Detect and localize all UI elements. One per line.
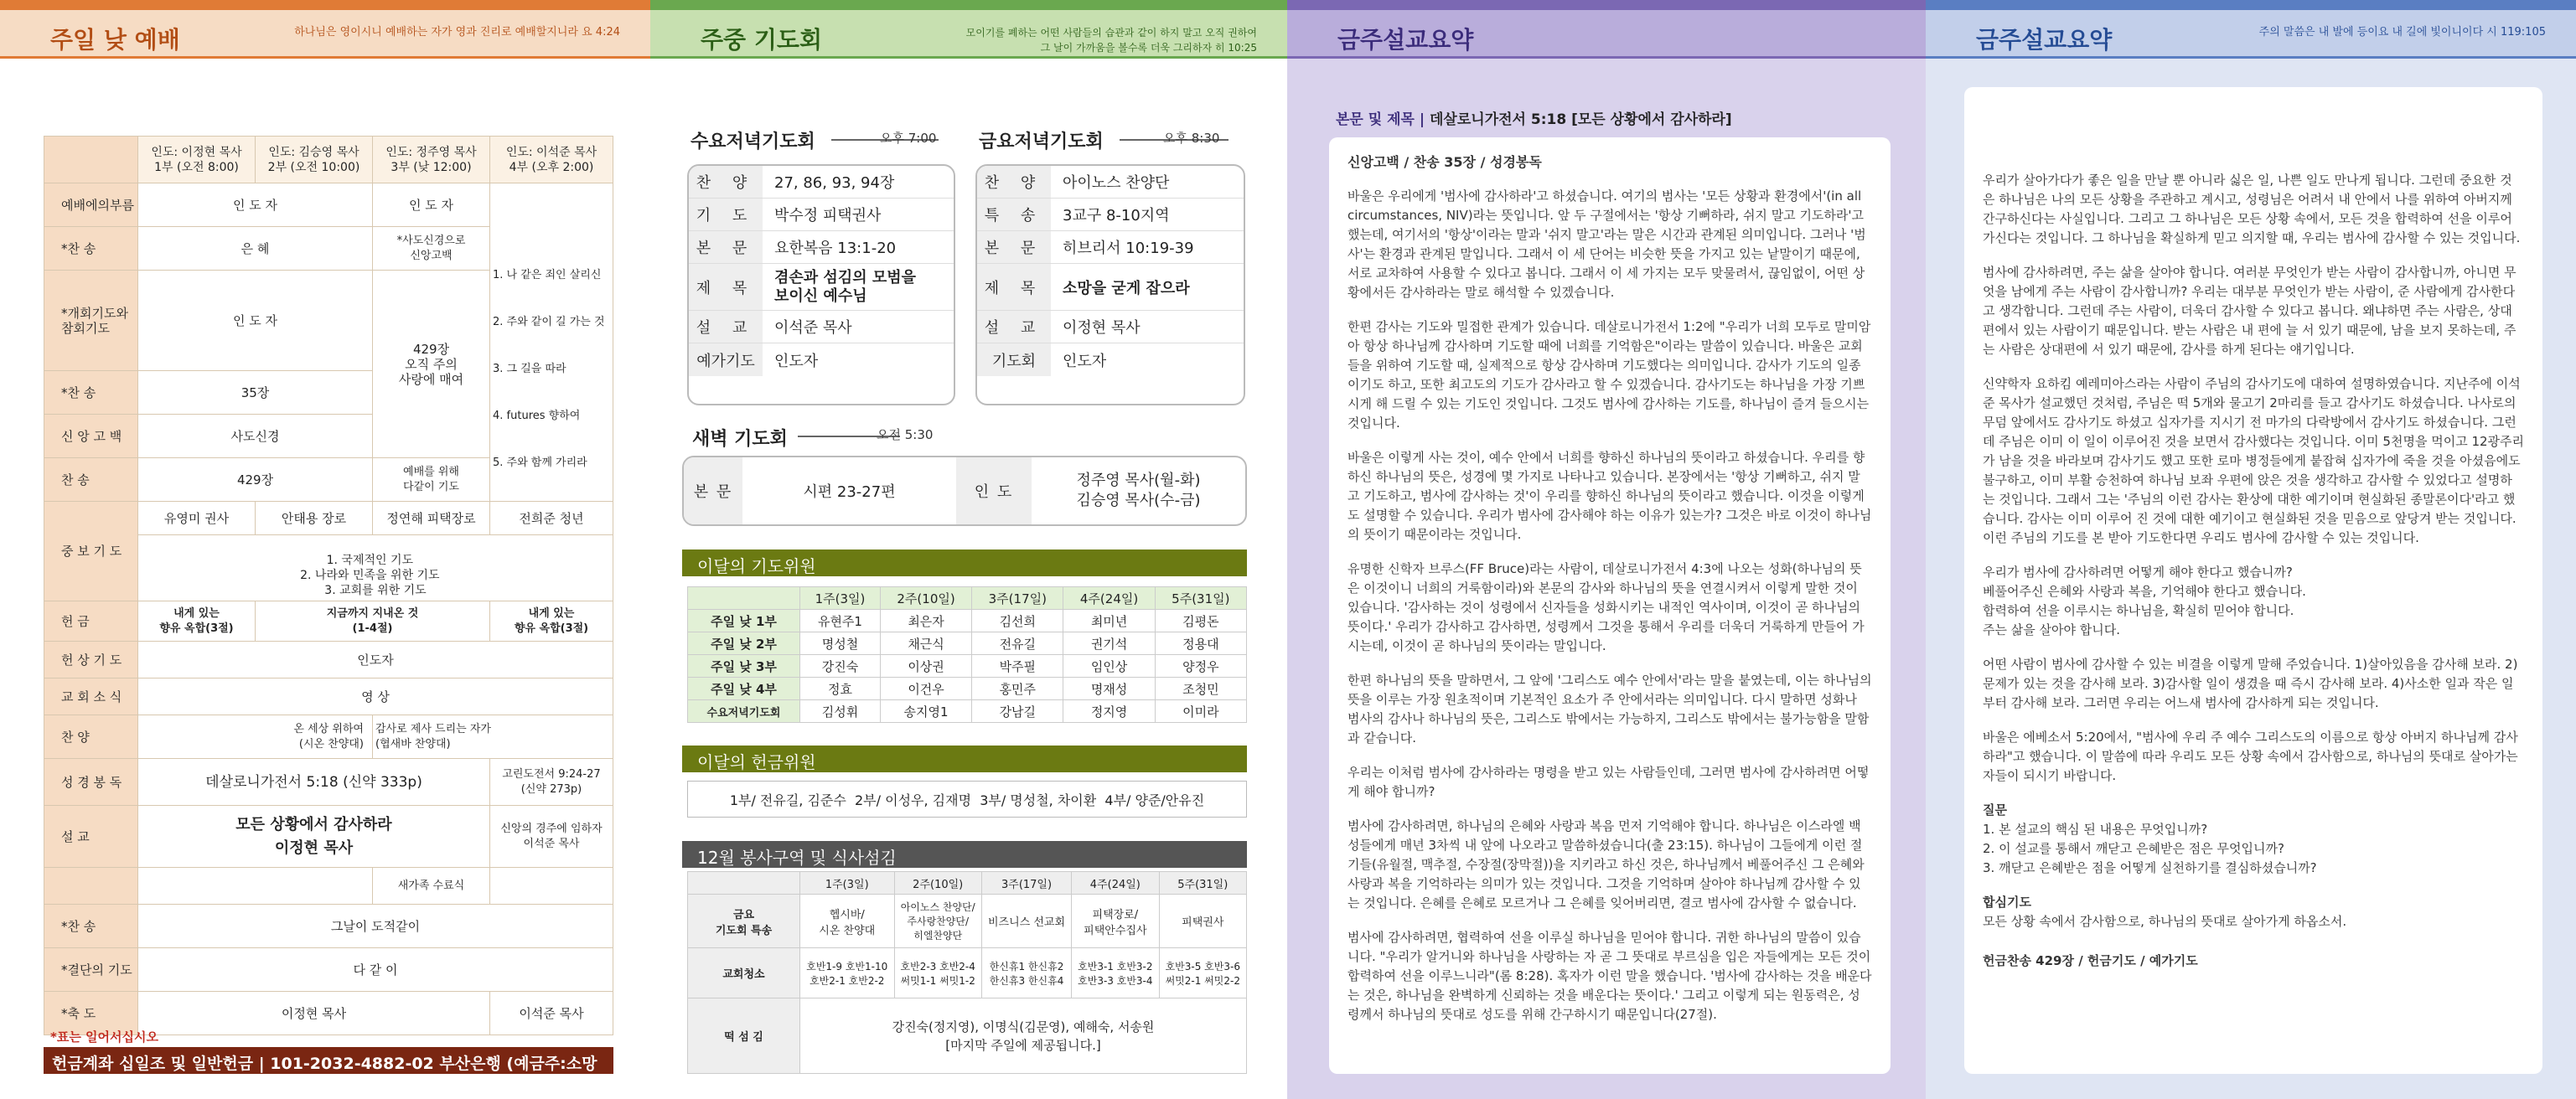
cell: *사도신경으로 신앙고백 (373, 227, 490, 271)
sermon-cell: 모든 상황에서 감사하라 이정현 목사 (138, 806, 490, 868)
header (1287, 10, 1926, 59)
cell: 429장 (138, 458, 373, 502)
wed-title: 수요저녁기도회 (691, 132, 815, 152)
label: 제 목 (689, 264, 763, 310)
cell: 새가족 수료식 (373, 868, 490, 905)
row-label: 설 교 (44, 806, 138, 868)
cell: 이석준 목사 (490, 992, 613, 1035)
page-title: 주중 기도회 (701, 26, 822, 54)
month-prayer-table (687, 586, 1247, 723)
page-title: 금주설교요약 (1976, 26, 2113, 54)
paragraph: 어떤 사람이 범사에 감사할 수 있는 비결을 이렇게 말해 주었습니다. 1)살아있음을 감사해 보라. 2)문제가 있는 것을 감사해 보라. 3)감사할 일이 생겼을 때 즉시 감사해 보라. 4)사소한 일과 작은 일부터 감사해 보라. 그러면 우리는 어느새 범사에 감사하게 되는 것입니다. (1983, 657, 2518, 710)
row-label: 교 회 소 식 (44, 678, 138, 715)
service-table: 1주(3일) 2주(10일) 3주(17일) 4주(24일) 5주(31일) 금요 기도회 특송 헵시바/ 시온 찬양대 아이노스 찬양단/ 주사랑찬양단/ 히엘찬양단 비즈니스 선교회 피택장로/ 피택안수집사 피택권사 교회청소 호반1-9 호반1-10 호반2-1 호반2-2 호반2-3 호반2-4 써밋1-1 써밋1-2 한신휴1 한신휴2 한신휴3 한신휴4 호반3-1 호반3-2 호반3-3 호반3-4 호반3-5 호반3-6 써밋2-1 써밋2-2 떡 섬 김 강진숙(정지영), 이명식(김문영), 예해숙, 서송원 [마지막 주일에 제공됩니다.] (687, 871, 1247, 1074)
cell: 영 상 (138, 678, 613, 715)
paragraph: 우리가 범사에 감사하려면 어떻게 해야 한다고 했습니까? 베풀어주신 은혜와 사랑과 복을, 기억해야 한다고 했습니다. 합력하여 선을 이루시는 하나님을, 확실히 믿어야 합니다. 주는 삶을 살아야 합니다. (1983, 565, 2306, 637)
row-label: 찬 송 (44, 458, 138, 502)
row-label: *찬 송 (44, 371, 138, 415)
prayer-topics (138, 535, 613, 601)
sermon-text-1 (1329, 137, 1891, 1074)
cell: 인 도 자 (138, 271, 373, 371)
row-label: 신 앙 고 백 (44, 415, 138, 458)
dawn-title: 새벽 기도회 (692, 429, 788, 450)
paragraph: 유명한 신학자 브루스(FF Bruce)라는 사람이, 데살로니가전서 4:3에 나오는 성화(하나님의 뜻은 이것이니 너희의 거룩함이라)와 본문의 감사와 하나님의 뜻을 연결시켜서 이렇게 말한 것이 있습니다. '감사하는 것이 성령에서 신자들을 성화시키는 내적인 역사이며, 이것이 곧 하나님의 뜻이다.' 우리가 감사하고 감사하면, 성령께서 그것을 통해서 우리를 더욱더 거룩하게 만들어 가시는데, 이것이 곧 하나님의 뜻이라는 말입니다. (1347, 561, 1865, 653)
stand-note: *표는 일어서십시오 (50, 1029, 158, 1045)
fri-time: 오후 8:30 (1163, 131, 1220, 146)
page-subtitle: 모이기를 폐하는 어떤 사람들의 습관과 같이 하지 말고 오직 권하여 그 날이 가까움을 볼수록 더욱 그리하자 히 10:25 (965, 27, 1257, 54)
question: 3. 깨닫고 은혜받은 점을 어떻게 실천하기를 결심하셨습니까? (1983, 860, 2317, 875)
row-label: 찬 양 (44, 715, 138, 759)
hymn-item: 5. 주와 함께 가리라 (493, 457, 587, 469)
cell: 온 세상 위하여 (시온 찬양대) (138, 715, 373, 759)
label: 제 목 (977, 264, 1051, 310)
value: 겸손과 섬김의 모범을 보이신 예수님 (774, 268, 917, 305)
row-label: 헌 상 기 도 (44, 642, 138, 678)
service-title: 12월 봉사구역 및 식사섬김 (682, 841, 1247, 868)
page-subtitle: 하나님은 영이시니 예배하는 자가 영과 진리로 예배할지니라 요 4:24 (294, 26, 620, 39)
cell: 그날이 도적같이 (138, 905, 613, 948)
value: 소망을 굳게 잡으라 (1063, 279, 1190, 297)
dawn-box (682, 456, 1247, 526)
top-bar (0, 0, 650, 10)
table-row: 떡 섬 김 강진숙(정지영), 이명식(김문영), 예해숙, 서송원 [마지막 주일에 제공됩니다.] (688, 998, 1247, 1074)
paragraph: 바울은 이렇게 사는 것이, 예수 안에서 너희를 향하신 하나님의 뜻이라고 하셨습니다. 우리를 향하신 하나님의 뜻은, 성경에 몇 가지로 나타나고 있습니다. 본장에서는 '항상 기뻐하고, 쉬지 말고 기도하고, 범사에 감사하는 것'이 우리를 향하신 하나님의 뜻이라고 했습니다. 이것을 이렇게도 설명할 수 있습니다. 우리가 범사에 감사해야 하는 이유가 있는가? 그것은 바로 이것이 하나님의 뜻이기 때문이라는 것입니다. (1347, 450, 1872, 542)
cell: 고린도전서 9:24-27 (신약 273p) (490, 759, 613, 806)
cell: 지금까지 지내온 것 (1-4절) (256, 601, 490, 642)
cell: 이정현 목사 (138, 992, 490, 1035)
page-sermon-summary-2 (1926, 0, 2576, 1099)
label: 예가기도 (689, 343, 763, 376)
prayer-1: 유영미 권사 (138, 502, 256, 535)
top-bar (1926, 0, 2576, 10)
cell: 인도자 (138, 642, 613, 678)
table-row: 주일 낮 4부 정효 이건우 홍민주 명재성 조청민 (688, 678, 1247, 700)
row-label: *찬 송 (44, 227, 138, 271)
service-4-header: 인도: 이석준 목사 4부 (오후 2:00) (490, 137, 613, 183)
cell: 다 같 이 (138, 948, 613, 992)
table-row: 금요 기도회 특송 헵시바/ 시온 찬양대 아이노스 찬양단/ 주사랑찬양단/ 히엘찬양단 비즈니스 선교회 피택장로/ 피택안수집사 피택권사 (688, 895, 1247, 948)
cell: 인 도 자 (138, 183, 373, 227)
page-title: 주일 낮 예배 (50, 26, 180, 54)
page-title: 금주설교요약 (1337, 26, 1474, 54)
month-prayer-title: 이달의 기도위원 (682, 550, 1247, 576)
question: 2. 이 설교를 통해서 깨닫고 은혜받은 점은 무엇입니까? (1983, 841, 2284, 856)
prayer-title: 합심기도 (1983, 895, 2031, 910)
hymn-item: 2. 주와 같이 길 가는 것 (493, 316, 605, 328)
col: 3주(17일) (972, 587, 1063, 610)
offering-members: 1부/ 전유길, 김준수 2부/ 이성우, 김재명 3부/ 명성철, 차이환 4부/ 양준/안유진 (687, 781, 1247, 818)
sermon-ref-label: 본문 및 제목 (1336, 111, 1415, 128)
value: 정주영 목사(월-화) 김승영 목사(수-금) (1076, 472, 1201, 509)
page-weekday-prayer (650, 0, 1287, 1099)
label: 설 교 (977, 311, 1051, 343)
prayer-text: 모든 상황 속에서 감사함으로, 하나님의 뜻대로 살아가게 하옵소서. (1983, 914, 2347, 929)
row-label: 중 보 기 도 (44, 502, 138, 601)
cell: 사도신경 (138, 415, 373, 458)
sermon-text-2 (1964, 87, 2542, 1074)
page-sunday-worship (0, 0, 650, 1099)
label: 설 교 (689, 311, 763, 343)
row-label: 예배에의부름 (44, 183, 138, 227)
value: 인도자 (1063, 352, 1107, 370)
paragraph: 우리가 살아가다가 좋은 일을 만날 뿐 아니라 싫은 일, 나쁜 일도 만나게 됩니다. 그런데 중요한 것은 하나님은 나의 모든 상황을 주관하고 계시고, 성령님은 어려서 내 안에서 나를 위하여 아버지께 간구하신다는 사실입니다. 그리고 그 하나님은 모든 상황 속에서, 모든 것을 합력하여 선을 이루어 가신다는 것입니다. 그 하나님을 확실하게 믿고 의지할 때, 우리는 범사에 감사할 수 있는 것입니다. (1983, 173, 2521, 245)
cell: 내게 있는 향유 옥합(3절) (490, 601, 613, 642)
paragraph: 범사에 감사하려면, 협력하여 선을 이루실 하나님을 믿어야 합니다. 귀한 하나님의 말씀이 있습니다. "우리가 알거니와 하나님을 사랑하는 자 곧 그 뜻대로 부르심을 입은 자들에게는 모든 것이 합력하여 선을 이루느니라"(롬 8:28). 혹자가 이런 말을 했습니다. '범사에 감사하는 것을 배운다는 것은, 하나님을 완벽하게 신뢰하는 것을 배운다는 뜻이다.' 그리고 이렇게 되는 원동력은, 성령께서 하나님의 뜻대로 성도를 위해 간구하시기 때문입니다(27절). (1347, 930, 1872, 1022)
topic: 3. 교회를 위한 기도 (324, 584, 427, 597)
value: 이정현 목사 (1063, 319, 1141, 337)
cell: 감사로 제사 드리는 자가 (협새바 찬양대) (373, 715, 613, 759)
label: 기 도 (689, 199, 763, 230)
offering-account: 헌금계좌 십일조 및 일반헌금 | 101-2032-4882-02 부산은행 (예금주:소망교회) (44, 1047, 613, 1074)
col: 4주(24일) (1063, 587, 1155, 610)
col: 2주(10일) (880, 587, 971, 610)
page-subtitle: 주의 말씀은 내 발에 등이요 내 길에 빛이니이다 시 119:105 (2258, 26, 2546, 39)
prayer-3: 정연해 피택장로 (373, 502, 490, 535)
table-row: 수요저녁기도회 김성휘 송지영1 강남길 정지영 이미라 (688, 700, 1247, 723)
value: 27, 86, 93, 94장 (774, 174, 895, 192)
header (0, 10, 650, 59)
label: 인 도 (956, 457, 1032, 524)
table-row: 주일 낮 3부 강진숙 이상권 박주필 임인상 양정우 (688, 655, 1247, 678)
topic: 2. 나라와 민족을 위한 기도 (300, 569, 440, 582)
label: 본 문 (684, 457, 742, 524)
row-label: *결단의 기도 (44, 948, 138, 992)
table-row: 주일 낮 2부 명성철 채근식 전유길 권기석 정용대 (688, 632, 1247, 655)
paragraph: 한편 감사는 기도와 밀접한 관계가 있습니다. 데살로니가전서 1:2에 "우리가 너희 모두로 말미암아 항상 하나님께 감사하며 기도할 때에 너희를 기억함은"이라는 말씀이 있습니다. 바울은 교회들을 위하여 기도할 때, 실제적으로 항상 감사하며 기도했다는 의미입니다. 감사가 기도의 일종이기도 하고, 또한 최고도의 기도가 감사라고 할 수 있겠습니다. 감사기도는 하나님을 가장 기쁘시게 해 드릴 수 있는 기도인 것입니다. 그것도 범사에 감사하는 기도를, 하나님이 즐겨 들으시는 것입니다. (1347, 319, 1871, 431)
label: 본 문 (689, 231, 763, 263)
hymn-list (490, 183, 613, 502)
prayer-4: 전희준 청년 (490, 502, 613, 535)
cell: 신앙의 경주에 임하자 이석준 목사 (490, 806, 613, 868)
value: 인도자 (774, 352, 819, 370)
label: 찬 양 (689, 166, 763, 198)
prayer-2: 안태용 장로 (256, 502, 373, 535)
worship-order-table (44, 136, 613, 1035)
order-line: 신앙고백 / 찬송 35장 / 성경봉독 (1347, 154, 1542, 170)
fri-box (975, 164, 1245, 405)
label: 본 문 (977, 231, 1051, 263)
offering-title: 이달의 헌금위원 (682, 746, 1247, 772)
service-1-header: 인도: 이정현 목사 1부 (오전 8:00) (138, 137, 256, 183)
paragraph: 범사에 감사하려면, 주는 삶을 살아야 합니다. 여러분 무엇인가 받는 사람이 감사합니까, 아니면 무엇을 남에게 주는 사람이 감사합니까? 우리는 대부분 무엇인가 받는 사람이, 준 사람에게 감사한다고 생각합니다. 그런데 주는 사람이, 더욱더 감사할 수 있다고 봅니다. 왜냐하면 주는 사람은, 상대편에서 있는 사람이기 때문입니다. 받는 사람은 내 편에 늘 서 있기 때문에, 남을 보지 못하는데, 주는 사람은 상대편에 서 있기 때문에, 감사를 하게 된다는 얘기입니다. (1983, 265, 2517, 357)
dawn-time: 오전 5:30 (877, 427, 934, 442)
footer-line: 헌금찬송 429장 / 헌금기도 / 예가기도 (1983, 953, 2198, 968)
cell: 내게 있는 향유 옥합(3절) (138, 601, 256, 642)
page-sermon-summary-1 (1287, 0, 1926, 1099)
cell: 35장 (138, 371, 373, 415)
cell: 인 도 자 (373, 183, 490, 227)
col: 5주(31일) (1155, 587, 1246, 610)
question: 1. 본 설교의 핵심 된 내용은 무엇입니까? (1983, 822, 2208, 837)
header (1926, 10, 2576, 59)
service-3-header: 인도: 정주영 목사 3부 (낮 12:00) (373, 137, 490, 183)
paragraph: 신약학자 요하킴 예레미아스라는 사람이 주님의 감사기도에 대하여 설명하였습니다. 지난주에 이석준 목사가 설교했던 것처럼, 주님은 떡 5개와 물고기 2마리를 들고 감사기도 하셨습니다. 나사로의 무덤 앞에서도 감사기도 하셨고 십자가를 지시기 전 마가의 다락방에서 감사기도 하셨습니다. 그런데 주님은 이미 이 일이 이루어진 것을 보면서 감사했다는 것입니다. 이미 5천명을 먹이고 12광주리가 남을 것을 바라보며 감사기도 했고 또한 로마 병정들에게 붙잡혀 십자가에 죽을 것을 아셨음에도 불구하고, 이미 부활 승천하여 하나님 보좌 우편에 앉은 것을 생각하고 감사할 수 있었다고 설명하는 것입니다. 그래서 그는 '주님의 이런 감사는 환상에 대한 예기이며 현실화된 종말론이다'라고 했습니다. 감사는 이미 이루어 진 것에 대한 예기이고 현실화된 것을 믿음으로 앞당겨 받는 것입니다. 이런 주님의 기도를 본 받아 기도한다면 우리도 범사에 감사할 수 있는 것입니다. (1983, 376, 2525, 545)
paragraph: 범사에 감사하려면, 하나님의 은혜와 사랑과 복음 먼저 기억해야 합니다. 하나님은 이스라엘 백성들에게 매년 3차씩 내 앞에 나오라고 말씀하셨습니다(출 23:15). 하나님이 그들에게 이런 절기들(유월절, 맥추절, 수장절(장막절))을 지키라고 하신 것은, 하나님께서 베풀어주신 그 은혜와 사랑과 복을 기억하라는 의미가 있는 것입니다. 그것을 기억하며 살아야 하나님께 감사할 수 있는 것입니다. 은혜를 은혜로 모르거나 그 은혜를 잊어버리면, 결코 범사에 감사할 수 없습니다. (1347, 818, 1865, 911)
paragraph: 한편 하나님의 뜻을 말하면서, 그 앞에 '그리스도 예수 안에서'라는 말을 붙였는데, 이는 하나님의 뜻을 이루는 가장 원초적이며 기본적인 요소가 주 안에서라는 의미입니다. 다시 말하면 성화나 범사의 감사나 하나님의 뜻은, 그리스도 밖에서는 가능하지, 그리스도 밖에서는 불가능함을 말함과 같습니다. (1347, 673, 1872, 746)
value: 아이노스 찬양단 (1063, 174, 1170, 192)
table-row: 주일 낮 1부 유현주1 최은자 김선희 최미년 김평돈 (688, 610, 1247, 632)
cell: 429장 오직 주의 사랑에 매여 (373, 271, 490, 458)
top-bar (1287, 0, 1926, 10)
sermon-ref: 본문 및 제목 | 데살로니가전서 5:18 [모든 상황에서 감사하라] (1336, 111, 1732, 128)
cell: 데살로니가전서 5:18 (신약 333p) (138, 759, 490, 806)
top-bar (650, 0, 1287, 10)
hymn-item: 3. 그 길을 따라 (493, 363, 566, 375)
value: 시편 23-27편 (803, 483, 896, 501)
row-label: *찬 송 (44, 905, 138, 948)
wed-box (687, 164, 955, 405)
paragraph: 우리는 이처럼 범사에 감사하라는 명령을 받고 있는 사람들인데, 그러면 범사에 감사하려면 어떻게 해야 합니까? (1347, 765, 1870, 799)
value: 이석준 목사 (774, 319, 852, 337)
cell: 은 혜 (138, 227, 373, 271)
value: 박수정 피택권사 (774, 207, 882, 224)
wed-time: 오후 7:00 (880, 131, 937, 146)
hymn-item: 1. 나 같은 죄인 살리신 (493, 269, 602, 281)
sermon-ref-value: 데살로니가전서 5:18 [모든 상황에서 감사하라] (1430, 111, 1732, 128)
row-label: *축 도 (44, 992, 138, 1035)
paragraph: 바울은 우리에게 '범사에 감사하라'고 하셨습니다. 여기의 범사는 '모든 상황과 환경에서'(in all circumstances, NIV)라는 뜻입니다. 앞 두 구절에서는 '항상 기뻐하라, 쉬지 말고 기도하라'고 했는데, 여기서의 '항상'이라는 말과 '쉬지 말고'라는 말은 시간과 관계된 의미입니다. 그러나 '범사'는 환경과 관계된 말입니다. 그래서 이 세 단어는 비슷한 뜻을 가지고 있는 낱말이기 때문에, 서로 교차하여 사용할 수 있다고 봅니다. 그래서 이 세 가지는 모두 맞물려서, 끊임없이, 어떤 상황에서든 감사하라는 말로 해석할 수 있겠습니다. (1347, 188, 1866, 300)
label: 기도회 (977, 343, 1051, 376)
paragraph: 바울은 에베소서 5:20에서, "범사에 우리 주 예수 그리스도의 이름으로 항상 아버지 하나님께 감사하라"고 했습니다. 이 말씀에 따라 우리도 모든 상황 속에서 감사함으로, 하나님의 뜻대로 살아가는 자들이 되시기 바랍니다. (1983, 730, 2518, 783)
fri-title: 금요저녁기도회 (979, 132, 1104, 152)
cell: 예배를 위해 다같이 기도 (373, 458, 490, 502)
value: 히브리서 10:19-39 (1063, 240, 1194, 257)
value: 3교구 8-10지역 (1063, 207, 1170, 224)
row-label: 성 경 봉 독 (44, 759, 138, 806)
label: 특 송 (977, 199, 1051, 230)
table-row: 교회청소 호반1-9 호반1-10 호반2-1 호반2-2 호반2-3 호반2-4 써밋1-1 써밋1-2 한신휴1 한신휴2 한신휴3 한신휴4 호반3-1 호반3-2 호반3-3 호반3-4 호반3-5 호반3-6 써밋2-1 써밋2-2 (688, 948, 1247, 998)
topic: 1. 국제적인 기도 (326, 554, 414, 567)
row-label: *개회기도와 참회기도 (44, 271, 138, 371)
hymn-item: 4. futures 향하여 (493, 410, 581, 422)
col: 1주(3일) (800, 587, 881, 610)
value: 요한복음 13:1-20 (774, 240, 897, 257)
label: 찬 양 (977, 166, 1051, 198)
questions-title: 질문 (1983, 802, 2007, 818)
header (650, 10, 1287, 59)
service-2-header: 인도: 김승영 목사 2부 (오전 10:00) (256, 137, 373, 183)
row-label: 헌 금 (44, 601, 138, 642)
